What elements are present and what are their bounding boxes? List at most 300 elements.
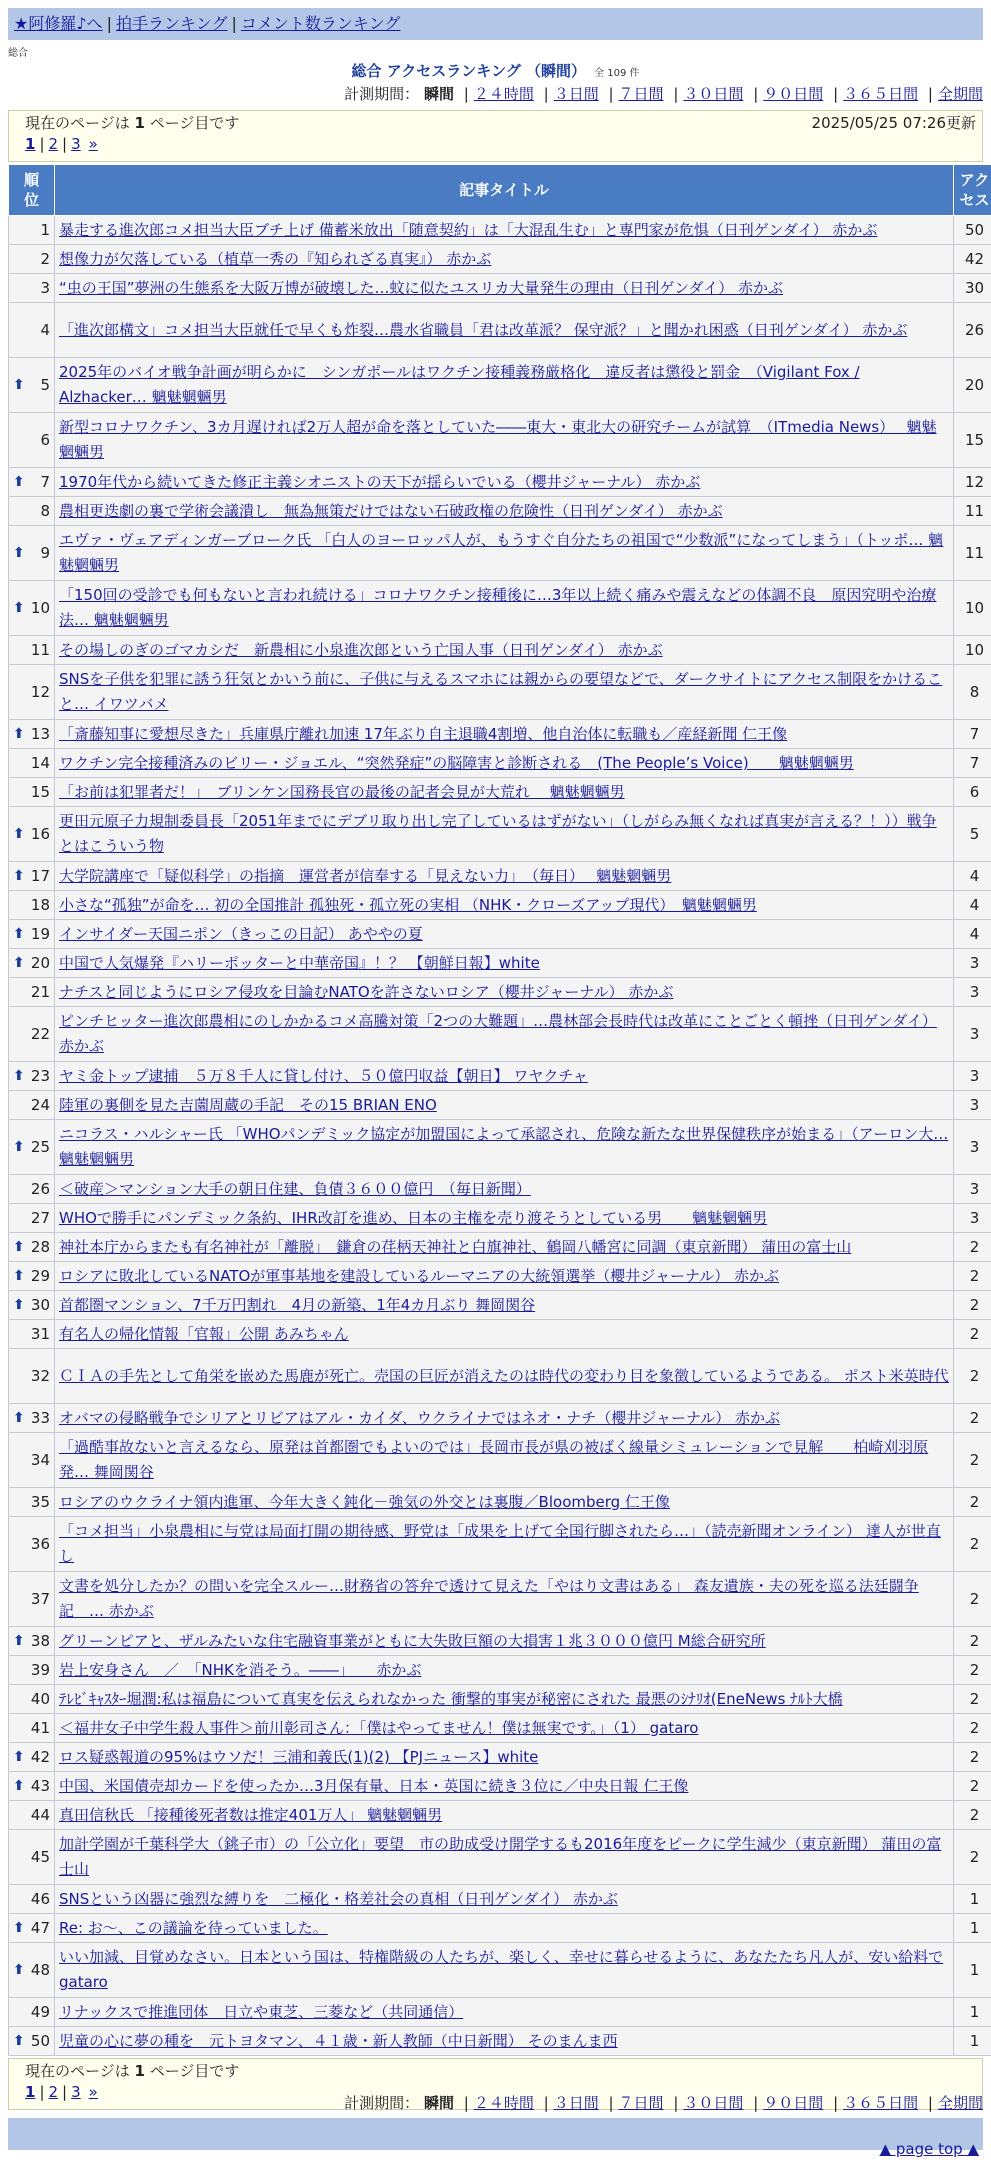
rank-cell — [9, 778, 55, 807]
table-row — [9, 1998, 991, 2027]
table-row — [9, 274, 991, 303]
article-link[interactable]: 農相更迭劇の裏で学術会議潰し 無為無策だけではない石破政権の危険性（日刊ゲンダイ） 赤かぶ — [59, 502, 723, 520]
table-row — [9, 216, 991, 245]
article-link[interactable]: 岩上安身さん ／ 「NHKを消そう。――」 赤かぶ — [59, 1661, 422, 1679]
rank-number: 38 — [30, 1632, 50, 1650]
period-90d-link[interactable]: ９０日間 — [763, 85, 824, 103]
rank-number: 46 — [30, 1890, 50, 1908]
article-link[interactable]: ナチスと同じようにロシア侵攻を目論むNATOを許さないロシア（櫻井ジャーナル） 赤かぶ — [59, 983, 674, 1001]
title-cell — [55, 1291, 954, 1320]
table-row — [9, 720, 991, 749]
access-count: 2 — [954, 1772, 991, 1801]
rank-number: 50 — [30, 2032, 50, 2050]
rank-number: 34 — [30, 1450, 50, 1469]
table-row — [9, 949, 991, 978]
rank-cell — [9, 1320, 55, 1349]
access-count: 4 — [954, 862, 991, 891]
rank-number: 16 — [30, 824, 50, 843]
rank-cell — [9, 497, 55, 526]
rank-cell — [9, 1743, 55, 1772]
access-count: 3 — [954, 1062, 991, 1091]
rank-up-arrow-icon: ⬆ — [13, 2033, 25, 2049]
pager-page-current[interactable]: 1 — [25, 2083, 36, 2101]
table-row — [9, 1233, 991, 1262]
table-row — [9, 1801, 991, 1830]
table-row — [9, 749, 991, 778]
access-count: 3 — [954, 1204, 991, 1233]
title-cell — [55, 978, 954, 1007]
access-count: 1 — [954, 1943, 991, 1998]
article-link[interactable]: 2025年のバイオ戦争計画が明らかに シンガポールはワクチン接種義務厳格化 違反者は懲役と罰金 （Vigilant Fox / Alzhacker… 魑魅魍魎男 — [59, 363, 860, 406]
article-link[interactable]: ＜福井女子中学生殺人事件＞前川彰司さん：「僕はやってません！僕は無実です。」（1） gataro — [59, 1719, 699, 1737]
article-link[interactable]: 「150回の受診でも何もないと言われ続ける」コロナワクチン接種後に…3年以上続く痛みや震えなどの体調不良 原因究明や治療法… 魑魅魍魎男 — [59, 586, 937, 629]
article-link[interactable]: SNSを子供を犯罪に誘う狂気とかいう前に、子供に与えるスマホには親からの要望などで、ダークサイトにアクセス制限をかけること… イワツバメ — [59, 670, 943, 713]
access-count: 3 — [954, 949, 991, 978]
rank-up-arrow-icon: ⬆ — [13, 825, 25, 842]
table-row — [9, 920, 991, 949]
rank-number: 48 — [30, 1960, 50, 1979]
rank-cell — [9, 1885, 55, 1914]
title-cell — [55, 1656, 954, 1685]
article-link[interactable]: Re: お～、この議論を待っていました。 — [59, 1919, 328, 1937]
title-cell — [55, 1914, 954, 1943]
access-count: 2 — [954, 1233, 991, 1262]
period-3d-link[interactable]: ３日間 — [553, 2094, 599, 2112]
title-cell — [55, 778, 954, 807]
rank-up-arrow-icon: ⬆ — [13, 1749, 25, 1765]
rank-up-arrow-icon: ⬆ — [13, 544, 25, 561]
title-cell — [55, 1572, 954, 1627]
rank-number: 26 — [30, 1180, 50, 1198]
table-row — [9, 1320, 991, 1349]
article-link[interactable]: インサイダー天国ニポン（きっこの日記） あややの夏 — [59, 925, 423, 943]
title-cell — [55, 891, 954, 920]
article-link[interactable]: 小さな“孤独”が命を… 初の全国推計 孤独死・孤立死の実相 （NHK・クローズアップ現代） 魑魅魍魎男 — [59, 896, 757, 914]
access-count: 1 — [954, 1885, 991, 1914]
rank-number: 7 — [40, 473, 50, 491]
rank-number: 36 — [30, 1534, 50, 1553]
title-cell — [55, 1801, 954, 1830]
title-cell — [55, 303, 954, 358]
table-row — [9, 1007, 991, 1062]
rank-cell — [9, 978, 55, 1007]
rank-number: 3 — [40, 279, 50, 297]
article-link[interactable]: SNSという凶器に強烈な縛りを 二極化・格差社会の真相（日刊ゲンダイ） 赤かぶ — [59, 1890, 618, 1908]
rank-number: 10 — [30, 598, 50, 617]
period-365d-link[interactable]: ３６５日間 — [843, 2094, 919, 2112]
article-link[interactable]: 「コメ担当」小泉農相に与党は局面打開の期待感、野党は「成果を上げて全国行脚されたら…」（読売新聞オンライン） 達人が世直し — [59, 1522, 941, 1565]
title-cell — [55, 949, 954, 978]
access-count: 3 — [954, 978, 991, 1007]
access-count: 2 — [954, 1714, 991, 1743]
article-link[interactable]: 陸軍の裏側を見た吉薗周蔵の手記 その15 BRIAN ENO — [59, 1096, 437, 1114]
page-info-number: 1 — [134, 114, 145, 132]
rank-up-arrow-icon: ⬆ — [13, 1297, 25, 1313]
table-row — [9, 1572, 991, 1627]
pager-page-3[interactable]: 3 — [71, 135, 81, 153]
access-count: 5 — [954, 807, 991, 862]
title-cell — [55, 720, 954, 749]
period-all-link[interactable]: 全期間 — [937, 85, 983, 103]
article-link[interactable]: 「過酷事故ないと言えるなら、原発は首都圏でもよいのでは」長岡市長が県の被ばく線量シミュレーションで見解 柏崎刈羽原発… 舞岡関谷 — [59, 1438, 929, 1481]
article-link[interactable]: 有名人の帰化情報「官報」公開 あみちゃん — [59, 1325, 349, 1343]
article-link[interactable]: 大学院講座で「疑似科学」の指摘 運営者が信奉する「見えない力」 （毎日） 魑魅魍魎男 — [59, 867, 672, 885]
article-link[interactable]: 「お前は犯罪者だ！」 ブリンケン国務長官の最後の記者会見が大荒れ 魑魅魍魎男 — [59, 783, 625, 801]
article-link[interactable]: 真田信秋氏 「接種後死者数は推定401万人」 魑魅魍魎男 — [59, 1806, 443, 1824]
pager-page-3[interactable]: 3 — [71, 2083, 81, 2101]
article-link[interactable]: いい加減、目覚めなさい。日本という国は、特権階級の人たちが、楽しく、幸せに暮らせるように、あなたたち凡人が、安い給料で gataro — [59, 1948, 944, 1991]
rank-cell — [9, 1627, 55, 1656]
rank-cell — [9, 1943, 55, 1998]
access-count: 12 — [954, 468, 991, 497]
article-link[interactable]: ＣＩＡの手先として角栄を嵌めた馬鹿が死亡。売国の巨匠が消えたのは時代の変わり目を象徴しているようである。 ポスト米英時代 — [59, 1366, 949, 1385]
article-link[interactable]: 加計学園が千葉科学大（銚子市）の「公立化」要望 市の助成受け開学するも2016年度をピークに学生減少（東京新聞） 蒲田の富士山 — [59, 1835, 942, 1878]
rank-cell — [9, 216, 55, 245]
rank-cell — [9, 581, 55, 636]
table-row — [9, 1517, 991, 1572]
rank-cell — [9, 1262, 55, 1291]
article-link[interactable]: WHOで勝手にパンデミック条約、IHR改訂を進め、日本の主権を売り渡そうとしている男 魑魅魍魎男 — [59, 1209, 768, 1227]
rank-cell — [9, 636, 55, 665]
rank-number: 39 — [30, 1661, 50, 1679]
rank-cell — [9, 468, 55, 497]
rank-cell — [9, 891, 55, 920]
access-count: 2 — [954, 1517, 991, 1572]
title-cell — [55, 216, 954, 245]
pager-page-current[interactable]: 1 — [25, 135, 36, 153]
article-link[interactable]: オバマの侵略戦争でシリアとリビアはアル・カイダ、ウクライナではネオ・ナチ（櫻井ジャーナル） 赤かぶ — [59, 1409, 781, 1427]
pager-page-2[interactable]: 2 — [48, 2083, 59, 2101]
period-7d-link[interactable]: ７日間 — [618, 2094, 664, 2112]
table-row — [9, 358, 991, 413]
page-top-link[interactable]: ▲ page top ▲ — [879, 2140, 979, 2158]
period-selector-bottom: 計測期間： 瞬間 | ２４時間 | ３日間 | ７日間 | ３０日間 | ９０日間 | ３６５日間 | 全期間 — [344, 2094, 983, 2112]
rank-cell — [9, 274, 55, 303]
pager-page-2[interactable]: 2 — [48, 135, 59, 153]
period-30d-link[interactable]: ３０日間 — [683, 85, 744, 103]
period-7d-link[interactable]: ７日間 — [618, 85, 664, 103]
rank-up-arrow-icon: ⬆ — [13, 1410, 25, 1426]
title-cell — [55, 1091, 954, 1120]
title-cell — [55, 497, 954, 526]
table-row — [9, 526, 991, 581]
access-count: 15 — [954, 413, 991, 468]
article-link[interactable]: 想像力が欠落している（植草一秀の『知られざる真実』） 赤かぶ — [59, 250, 492, 268]
table-row — [9, 665, 991, 720]
rank-number: 18 — [30, 896, 50, 914]
access-count: 2 — [954, 1656, 991, 1685]
rank-cell — [9, 2027, 55, 2056]
rank-number: 37 — [30, 1589, 50, 1608]
title-cell — [55, 1433, 954, 1488]
article-link[interactable]: ロス疑惑報道の95%はウソだ！三浦和義氏(1)(2) 【PJニュース】white — [59, 1748, 539, 1766]
article-link[interactable]: 中国、米国債売却カードを使ったか…3月保有量、日本・英国に続き３位に／中央日報 仁王像 — [59, 1777, 689, 1795]
access-count: 3 — [954, 1175, 991, 1204]
rank-cell — [9, 1433, 55, 1488]
article-link[interactable]: 首都圏マンション、7千万円割れ 4月の新築、1年4カ月ぶり 舞岡関谷 — [59, 1296, 536, 1314]
article-link[interactable]: エヴァ・ヴェアディンガーブローク氏 「白人のヨーロッパ人が、もうすぐ自分たちの祖国で“少数派”になってしまう」（トッポ… 魑魅魍魎男 — [59, 531, 944, 574]
table-row — [9, 1685, 991, 1714]
rank-cell — [9, 1830, 55, 1885]
period-24h-link[interactable]: ２４時間 — [473, 2094, 534, 2112]
table-row — [9, 468, 991, 497]
rank-cell — [9, 1714, 55, 1743]
title-cell — [55, 1488, 954, 1517]
table-row — [9, 1943, 991, 1998]
table-row — [9, 862, 991, 891]
rank-number: 45 — [30, 1847, 50, 1866]
article-link[interactable]: ﾃﾚﾋﾞｷｬｽﾀｰ堀潤:私は福島について真実を伝えられなかった 衝撃的事実が秘密にされた 最悪のｼﾅﾘｵ(EneNews ﾅﾙﾄ大橋 — [59, 1690, 843, 1708]
home-link[interactable]: ★阿修羅♪へ — [14, 14, 103, 33]
page-info-number: 1 — [134, 2062, 145, 2080]
rank-number: 21 — [30, 983, 50, 1001]
rank-cell — [9, 1233, 55, 1262]
access-count: 2 — [954, 1488, 991, 1517]
access-count: 50 — [954, 216, 991, 245]
title-cell — [55, 526, 954, 581]
access-count: 7 — [954, 720, 991, 749]
title-cell — [55, 1830, 954, 1885]
article-link[interactable]: ヤミ金トップ逮捕 ５万８千人に貸し付け、５０億円収益【朝日】 ワヤクチャ — [59, 1067, 588, 1085]
period-365d-link[interactable]: ３６５日間 — [843, 85, 919, 103]
rank-number: 28 — [30, 1238, 50, 1256]
title-cell — [55, 1320, 954, 1349]
rank-number: 43 — [30, 1777, 50, 1795]
period-90d-link[interactable]: ９０日間 — [763, 2094, 824, 2112]
pager-bottom: 1 | 2 | 3 » — [25, 2083, 98, 2101]
access-count: 2 — [954, 1291, 991, 1320]
title-cell — [55, 1885, 954, 1914]
access-header: アク セス — [954, 165, 991, 216]
access-count: 1 — [954, 1914, 991, 1943]
article-link[interactable]: 文書を処分したか？の問いを完全スルー…財務省の答弁で透けて見えた「やはり文書はある」 森友遺族・夫の死を巡る法廷闘争記 … 赤かぶ — [59, 1577, 919, 1620]
rank-up-arrow-icon: ⬆ — [13, 1268, 25, 1284]
rank-cell — [9, 526, 55, 581]
title-cell — [55, 468, 954, 497]
rank-number: 47 — [30, 1919, 50, 1937]
table-row — [9, 303, 991, 358]
clap-ranking-link[interactable]: 拍手ランキング — [115, 14, 228, 33]
rank-cell — [9, 1204, 55, 1233]
title-cell — [55, 807, 954, 862]
rank-number: 27 — [30, 1209, 50, 1227]
access-count: 7 — [954, 749, 991, 778]
rank-cell — [9, 1517, 55, 1572]
pager-next[interactable]: » — [88, 135, 98, 153]
access-count: 10 — [954, 636, 991, 665]
article-link[interactable]: ＜破産＞マンション大手の朝日住建、負債３６００億円 （毎日新聞） — [59, 1180, 531, 1198]
rank-number: 49 — [30, 2003, 50, 2021]
comment-ranking-link[interactable]: コメント数ランキング — [240, 14, 401, 33]
access-count: 4 — [954, 920, 991, 949]
page-info-suffix: ページ目です — [149, 114, 240, 132]
rank-number: 14 — [30, 754, 50, 772]
rank-cell — [9, 1685, 55, 1714]
period-3d-link[interactable]: ３日間 — [553, 85, 599, 103]
table-row — [9, 1291, 991, 1320]
rank-number: 12 — [30, 682, 50, 701]
rank-up-arrow-icon: ⬆ — [13, 1138, 25, 1155]
title-cell — [55, 920, 954, 949]
table-header-row — [9, 165, 991, 216]
article-link[interactable]: 児童の心に夢の種を 元トヨタマン、４１歳・新人教師（中日新聞） そのまんま西 — [59, 2032, 618, 2050]
article-link[interactable]: ピンチヒッター進次郎農相にのしかかるコメ高騰対策「2つの大難題」…農林部会長時代は改革にことごとく頓挫（日刊ゲンダイ） 赤かぶ — [59, 1012, 937, 1055]
access-count: 20 — [954, 358, 991, 413]
table-row — [9, 1433, 991, 1488]
title-cell — [55, 1007, 954, 1062]
rank-number: 6 — [40, 430, 50, 449]
period-all-link[interactable]: 全期間 — [937, 2094, 983, 2112]
rank-cell — [9, 1291, 55, 1320]
table-row — [9, 581, 991, 636]
title-cell — [55, 1943, 954, 1998]
rank-number: 30 — [30, 1296, 50, 1314]
page-info-prefix: 現在のページは — [25, 2062, 130, 2080]
article-link[interactable]: 1970年代から続いてきた修正主義シオニストの天下が揺らいでいる（櫻井ジャーナル） 赤かぶ — [59, 473, 701, 491]
article-link[interactable]: 新型コロナワクチン、3カ月遅ければ2万人超が命を落としていた――東大・東北大の研究チームが試算 （ITmedia News） 魑魅魍魎男 — [59, 418, 937, 461]
rank-number: 40 — [30, 1690, 50, 1708]
table-row — [9, 1120, 991, 1175]
table-row — [9, 1714, 991, 1743]
article-link[interactable]: その場しのぎのゴマカシだ 新農相に小泉進次郎という亡国人事（日刊ゲンダイ） 赤かぶ — [59, 641, 663, 659]
access-count: 2 — [954, 1801, 991, 1830]
rank-cell — [9, 749, 55, 778]
rank-number: 4 — [40, 320, 50, 339]
rank-up-arrow-icon: ⬆ — [13, 726, 25, 742]
period-selector-top: 計測期間： 瞬間 | ２４時間 | ３日間 | ７日間 | ３０日間 | ９０日間 | ３６５日間 | 全期間 — [344, 85, 983, 103]
title-cell — [55, 1204, 954, 1233]
table-row — [9, 1488, 991, 1517]
rank-cell — [9, 1120, 55, 1175]
table-row — [9, 978, 991, 1007]
ranking-title: 総合 アクセスランキング （瞬間） — [351, 62, 587, 80]
rank-cell — [9, 1914, 55, 1943]
article-link[interactable]: ロシアに敗北しているNATOが軍事基地を建設しているルーマニアの大統領選挙（櫻井ジャーナル） 赤かぶ — [59, 1267, 780, 1285]
title-cell — [55, 749, 954, 778]
rank-number: 22 — [30, 1024, 50, 1043]
article-link[interactable]: 神社本庁からまたも有名神社が「離脱」 鎌倉の荏柄天神社と白旗神社、鶴岡八幡宮に同調（東京新聞） 蒲田の富士山 — [59, 1238, 852, 1256]
rank-up-arrow-icon: ⬆ — [13, 1239, 25, 1255]
title-cell — [55, 1998, 954, 2027]
access-count: 1 — [954, 1998, 991, 2027]
table-row — [9, 1062, 991, 1091]
table-row — [9, 1175, 991, 1204]
article-link[interactable]: 暴走する進次郎コメ担当大臣ブチ上げ 備蓄米放出「随意契約」は「大混乱生む」と専門家が危惧（日刊ゲンダイ） 赤かぶ — [59, 221, 878, 239]
rank-up-arrow-icon: ⬆ — [13, 1068, 25, 1084]
title-cell — [55, 1404, 954, 1433]
top-nav-bar: ★阿修羅♪へ | 拍手ランキング | コメント数ランキング — [8, 8, 983, 40]
article-link[interactable]: グリーンピアと、ザルみたいな住宅融資事業がともに大失敗巨額の大損害１兆３０００億円 M総合研究所 — [59, 1632, 766, 1650]
table-row — [9, 1627, 991, 1656]
page-title — [0, 60, 991, 85]
table-row — [9, 1830, 991, 1885]
rank-cell — [9, 1572, 55, 1627]
rank-cell — [9, 665, 55, 720]
access-count: 2 — [954, 1627, 991, 1656]
rank-cell — [9, 1062, 55, 1091]
rank-cell — [9, 413, 55, 468]
article-link[interactable]: リナックスで推進団体 日立や東芝、三菱など（共同通信） — [59, 2003, 464, 2021]
rank-number: 23 — [30, 1067, 50, 1085]
period-24h-link[interactable]: ２４時間 — [473, 85, 534, 103]
table-row — [9, 2027, 991, 2056]
updated-time: 2025/05/25 07:26更新 — [811, 114, 976, 132]
article-link[interactable]: ロシアのウクライナ領内進軍、今年大きく鈍化－強気の外交とは裏腹／Bloomberg 仁王像 — [59, 1493, 670, 1511]
category-label: 総合 — [8, 48, 28, 59]
article-link[interactable]: “虫の王国”夢洲の生態系を大阪万博が破壊した…蚊に似たユスリカ大量発生の理由（日刊ゲンダイ） 赤かぶ — [59, 279, 783, 297]
rank-number: 13 — [30, 725, 50, 743]
title-cell — [55, 1517, 954, 1572]
table-row — [9, 1656, 991, 1685]
title-cell — [55, 1685, 954, 1714]
page-info-top — [8, 110, 983, 162]
title-cell — [55, 636, 954, 665]
access-count: 2 — [954, 1320, 991, 1349]
article-link[interactable]: ワクチン完全接種済みのビリー・ジョエル、“突然発症”の脳障害と診断される (The People’s Voice) 魑魅魍魎男 — [59, 754, 854, 772]
total-count: 全 109 件 — [594, 68, 640, 79]
rank-number: 42 — [30, 1748, 50, 1766]
title-cell — [55, 358, 954, 413]
title-cell — [55, 2027, 954, 2056]
article-link[interactable]: ニコラス・ハルシャー氏 「WHOパンデミック協定が加盟国によって承認され、危険な新たな世界保健秩序が始まる」（アーロン大… 魑魅魍魎男 — [59, 1125, 949, 1168]
table-row — [9, 497, 991, 526]
rank-number: 44 — [30, 1806, 50, 1824]
access-count: 2 — [954, 1404, 991, 1433]
table-row — [9, 1885, 991, 1914]
access-count: 2 — [954, 1685, 991, 1714]
page-info-suffix: ページ目です — [149, 2062, 240, 2080]
title-cell — [55, 1233, 954, 1262]
rank-number: 29 — [30, 1267, 50, 1285]
rank-number: 9 — [40, 543, 50, 562]
rank-cell — [9, 1404, 55, 1433]
article-link[interactable]: 「斎藤知事に愛想尽きた」兵庫県庁離れ加速 17年ぶり自主退職4割増、他自治体に転職も／産経新聞 仁王像 — [59, 725, 788, 743]
period-30d-link[interactable]: ３０日間 — [683, 2094, 744, 2112]
ranking-table — [8, 164, 991, 2056]
access-count: 3 — [954, 1120, 991, 1175]
access-count: 1 — [954, 2027, 991, 2056]
access-count: 2 — [954, 1433, 991, 1488]
rank-up-arrow-icon: ⬆ — [13, 868, 25, 884]
access-count: 4 — [954, 891, 991, 920]
rank-up-arrow-icon: ⬆ — [13, 955, 25, 971]
rank-number: 35 — [30, 1493, 50, 1511]
table-row — [9, 245, 991, 274]
pager-top: 1 | 2 | 3 » — [25, 135, 98, 153]
article-link[interactable]: 中国で人気爆発『ハリーポッターと中華帝国』！？ 【朝鮮日報】white — [59, 954, 540, 972]
pager-next[interactable]: » — [88, 2083, 98, 2101]
period-label: 計測期間： — [344, 2094, 420, 2112]
rank-cell — [9, 1175, 55, 1204]
title-cell — [55, 665, 954, 720]
access-count: 2 — [954, 1262, 991, 1291]
title-cell — [55, 1772, 954, 1801]
title-cell — [55, 581, 954, 636]
access-count: 6 — [954, 778, 991, 807]
access-count: 11 — [954, 526, 991, 581]
article-link[interactable]: 「進次郎構文」コメ担当大臣就任で早くも炸裂…農水省職員「君は改革派？ 保守派？」と聞かれ困惑（日刊ゲンダイ） 赤かぶ — [59, 320, 908, 339]
rank-cell — [9, 1656, 55, 1685]
rank-cell — [9, 1007, 55, 1062]
rank-cell — [9, 303, 55, 358]
article-link[interactable]: 更田元原子力規制委員長「2051年までにデブリ取り出し完了しているはずがない」（しがらみ無くなれば真実が言える？！））戦争とはこういう物 — [59, 812, 937, 855]
title-cell — [55, 413, 954, 468]
bottom-bar — [8, 2118, 983, 2150]
rank-up-arrow-icon: ⬆ — [13, 926, 25, 942]
access-count: 30 — [954, 274, 991, 303]
title-cell — [55, 1743, 954, 1772]
title-cell — [55, 245, 954, 274]
